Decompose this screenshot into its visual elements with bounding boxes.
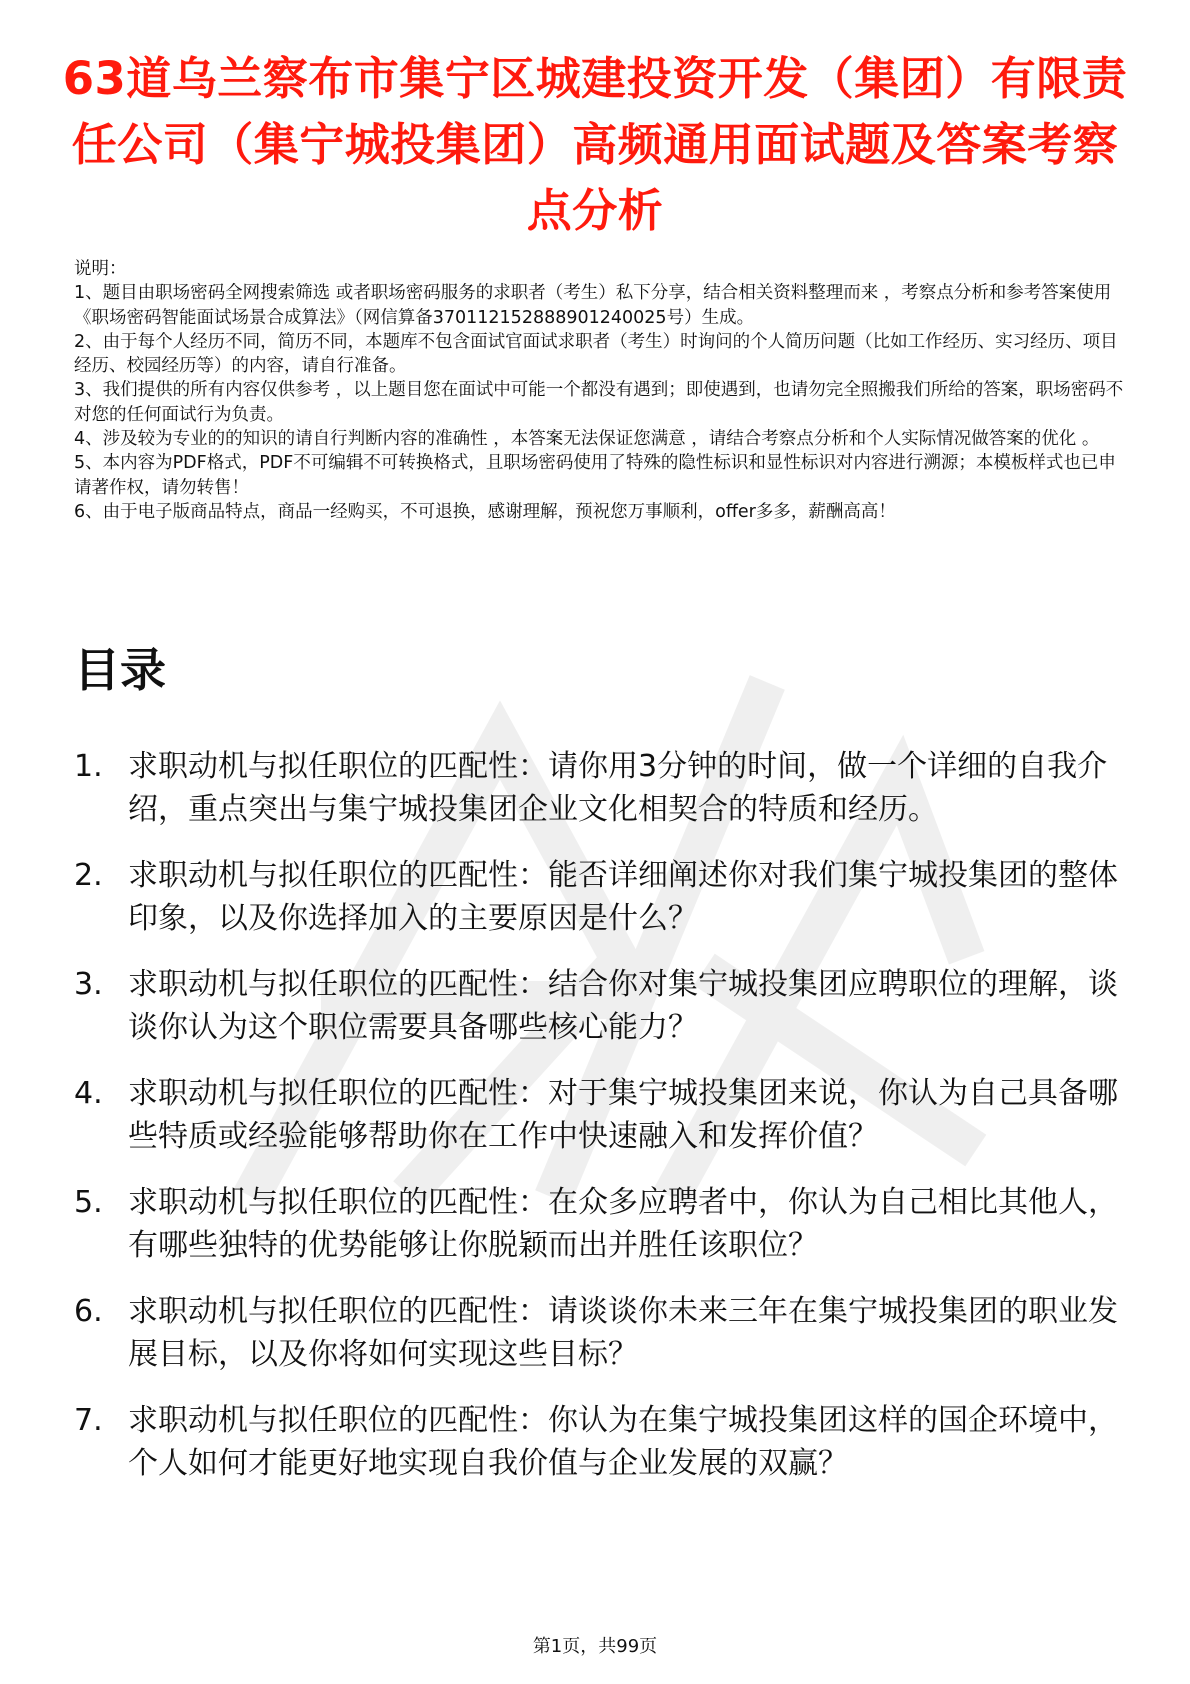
toc-item[interactable]	[74, 1291, 1130, 1376]
note-item: 2、由于每个人经历不同，简历不同，本题库不包含面试官面试求职者（考生）时询问的个人简历问题（比如工作经历、实习经历、项目经历、校园经历等）的内容，请自行准备。	[74, 331, 1118, 377]
toc-item-number: 5.	[74, 1185, 103, 1220]
document-title: 63道乌兰察布市集宁区城建投资开发（集团）有限责任公司（集宁城投集团）高频通用面试题及答案考察点分析	[62, 52, 1128, 237]
toc-item[interactable]	[74, 1073, 1130, 1158]
toc-item-number: 6.	[74, 1294, 103, 1329]
note-item: 3、我们提供的所有内容仅供参考 ，以上题目您在面试中可能一个都没有遇到；即使遇到，也请勿完全照搬我们所给的答案，职场密码不对您的任何面试行为负责。	[74, 380, 1124, 425]
toc-list	[74, 746, 1130, 1509]
toc-item-number: 4.	[74, 1076, 103, 1111]
toc-item-text: 求职动机与拟任职位的匹配性：能否详细阐述你对我们集宁城投集团的整体印象，以及你选择加入的主要原因是什么？	[128, 858, 1118, 936]
toc-item-text: 求职动机与拟任职位的匹配性：请谈谈你未来三年在集宁城投集团的职业发展目标，以及你将如何实现这些目标？	[128, 1294, 1118, 1372]
toc-item-number: 1.	[74, 749, 103, 784]
note-item: 5、本内容为PDF格式，PDF不可编辑不可转换格式，且职场密码使用了特殊的隐性标识和显性标识对内容进行溯源；本模板样式也已申请著作权，请勿转售！	[74, 453, 1116, 498]
toc-item-number: 2.	[74, 858, 103, 893]
note-item: 6、由于电子版商品特点，商品一经购买，不可退换，感谢理解，预祝您万事顺利，offer多多，薪酬高高！	[74, 501, 896, 522]
toc-item[interactable]	[74, 1400, 1130, 1485]
toc-item-text: 求职动机与拟任职位的匹配性：结合你对集宁城投集团应聘职位的理解，谈谈你认为这个职位需要具备哪些核心能力？	[128, 967, 1118, 1045]
note-item: 1、题目由职场密码全网搜索筛选 或者职场密码服务的求职者（考生）私下分享，结合相关资料整理而来 ，考察点分析和参考答案使用《职场密码智能面试场景合成算法》（网信算备370112152888901240025号）生成。	[74, 283, 1112, 328]
toc-item-text: 求职动机与拟任职位的匹配性：你认为在集宁城投集团这样的国企环境中，个人如何才能更好地实现自我价值与企业发展的双赢？	[128, 1403, 1118, 1481]
toc-item-text: 求职动机与拟任职位的匹配性：在众多应聘者中，你认为自己相比其他人，有哪些独特的优势能够让你脱颖而出并胜任该职位？	[128, 1185, 1118, 1263]
toc-item[interactable]	[74, 1182, 1130, 1267]
toc-item[interactable]	[74, 855, 1130, 940]
page-number-footer: 第1页，共99页	[532, 1636, 658, 1657]
notes-heading: 说明：	[74, 259, 127, 279]
notes-section	[74, 257, 1124, 524]
toc-item[interactable]	[74, 964, 1130, 1049]
toc-item[interactable]	[74, 746, 1130, 831]
toc-item-number: 7.	[74, 1403, 103, 1438]
toc-item-number: 3.	[74, 967, 103, 1002]
note-item: 4、涉及较为专业的的知识的请自行判断内容的准确性 ，本答案无法保证您满意 ，请结合考察点分析和个人实际情况做答案的优化 。	[74, 429, 1100, 450]
toc-item-text: 求职动机与拟任职位的匹配性：请你用3分钟的时间，做一个详细的自我介绍，重点突出与集宁城投集团企业文化相契合的特质和经历。	[128, 749, 1108, 827]
toc-item-text: 求职动机与拟任职位的匹配性：对于集宁城投集团来说，你认为自己具备哪些特质或经验能够帮助你在工作中快速融入和发挥价值？	[128, 1076, 1118, 1154]
toc-heading: 目录	[74, 643, 166, 697]
